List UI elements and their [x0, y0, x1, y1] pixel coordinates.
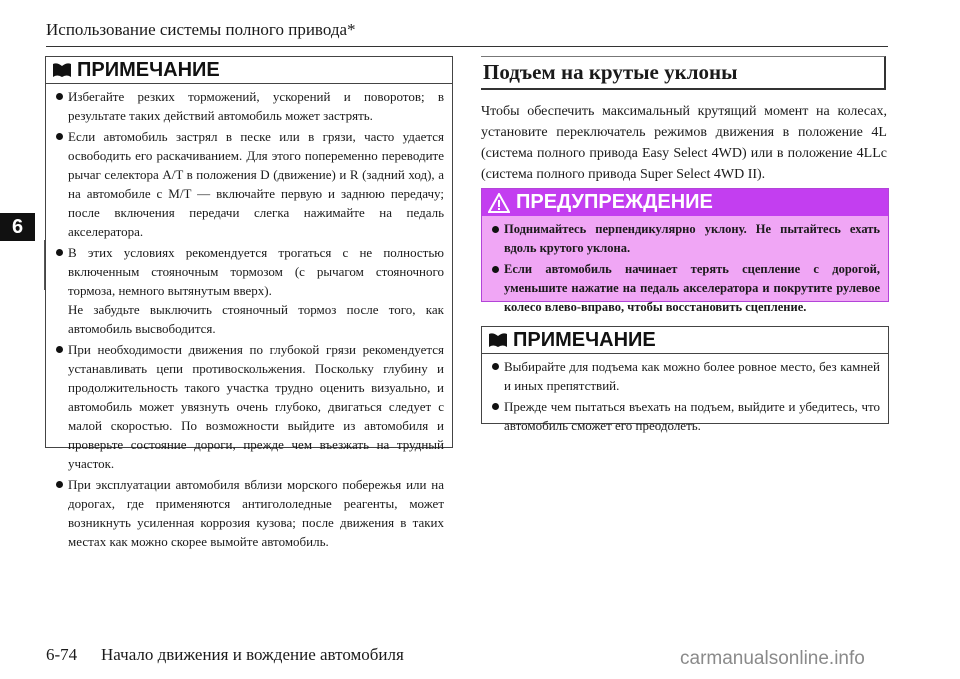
watermark: carmanualsonline.info: [680, 648, 865, 669]
right-note-box: [481, 326, 889, 433]
warning-item: [492, 220, 880, 258]
note-item: [56, 243, 444, 338]
note-body: [482, 354, 888, 443]
section-title: Подъем на крутые уклоны: [481, 56, 886, 90]
note-header: [482, 327, 888, 354]
section-paragraph: Чтобы обеспечить максимальный крутящий момент на колесах, установите переключатель режимов движения в положение 4L (система полного привода Easy Select 4WD) или в положение 4LLc (система полного привода Super Select 4WD II).: [481, 104, 887, 182]
note-item-extra: Не забудьте выключить стояночный тормоз после того, как автомобиль высвободится.: [68, 302, 444, 336]
warning-item-text: Поднимайтесь перпендикулярно уклону. Не пытайтесь ехать вдоль крутого уклона.: [504, 222, 880, 255]
note-item-text: При необходимости движения по глубокой грязи рекомендуется устанавливать цепи противоскольжения. Поскольку глубину и продолжительность такого участка трудно оценить визуально, и автомобиль может увязнуть очень глубоко, двигаться следует с малой скоростью. По возможности выйдите из автомобиля и проверьте состояние дороги, прежде чем въезжать на трудный участок.: [68, 342, 444, 471]
warning-body: [482, 216, 888, 323]
warning-triangle-icon: [488, 193, 510, 213]
warning-item: [492, 260, 880, 317]
warning-item-text: Если автомобиль начинает терять сцепление с дорогой, уменьшите нажатие на педаль акселератора и покрутите рулевое колесо влево-вправо, чтобы восстановить сцепление.: [504, 262, 880, 314]
note-item-text: При эксплуатации автомобиля вблизи морского побережья или на дорогах, где применяются антигололедные реагенты, может возникнуть усиленная коррозия кузова; после движения в таких местах как можно скорее вымойте автомобиль.: [68, 477, 444, 549]
running-header: Использование системы полного привода*: [46, 20, 356, 39]
note-heading: ПРИМЕЧАНИЕ: [77, 58, 220, 81]
warning-header: [482, 189, 888, 216]
note-item-text: Выбирайте для подъема как можно более ровное место, без камней и иных препятствий.: [504, 359, 880, 393]
note-heading: ПРИМЕЧАНИЕ: [513, 328, 656, 351]
book-icon: [52, 62, 72, 78]
note-item: [56, 475, 444, 551]
chapter-tab: 6: [0, 213, 35, 241]
book-icon: [488, 332, 508, 348]
footer-chapter-title: Начало движения и вождение автомобиля: [101, 645, 404, 664]
note-item-text: Прежде чем пытаться въехать на подъем, выйдите и убедитесь, что автомобиль сможет его преодолеть.: [504, 399, 880, 433]
header-rule: [46, 46, 888, 47]
note-item: [492, 357, 880, 395]
note-item: [56, 127, 444, 241]
warning-box: [481, 188, 889, 314]
page-number: 6-74: [46, 645, 78, 664]
left-note-box: [45, 56, 453, 549]
note-item: [492, 397, 880, 435]
note-item-text: Избегайте резких торможений, ускорений и поворотов; в результате таких действий автомобиль может застрять.: [68, 89, 444, 123]
warning-heading: ПРЕДУПРЕЖДЕНИЕ: [516, 191, 713, 213]
note-header: [46, 57, 452, 84]
note-item: [56, 87, 444, 125]
note-body: [46, 84, 452, 559]
note-item: [56, 340, 444, 473]
note-item-text: Если автомобиль застрял в песке или в грязи, часто удается освободить его раскачиванием. Для этого попеременно переводите рычаг селектора A/T в положения D (движение) и R (задний ход), а на автомобиле с M/T — включайте первую и заднюю передачу; после включения передачи слегка нажимайте на педаль акселератора.: [68, 129, 444, 239]
note-item-text: В этих условиях рекомендуется трогаться с не полностью включенным стояночным тормозом (с рычагом стояночного тормоза, немного вытянутым вверх).: [68, 245, 444, 298]
